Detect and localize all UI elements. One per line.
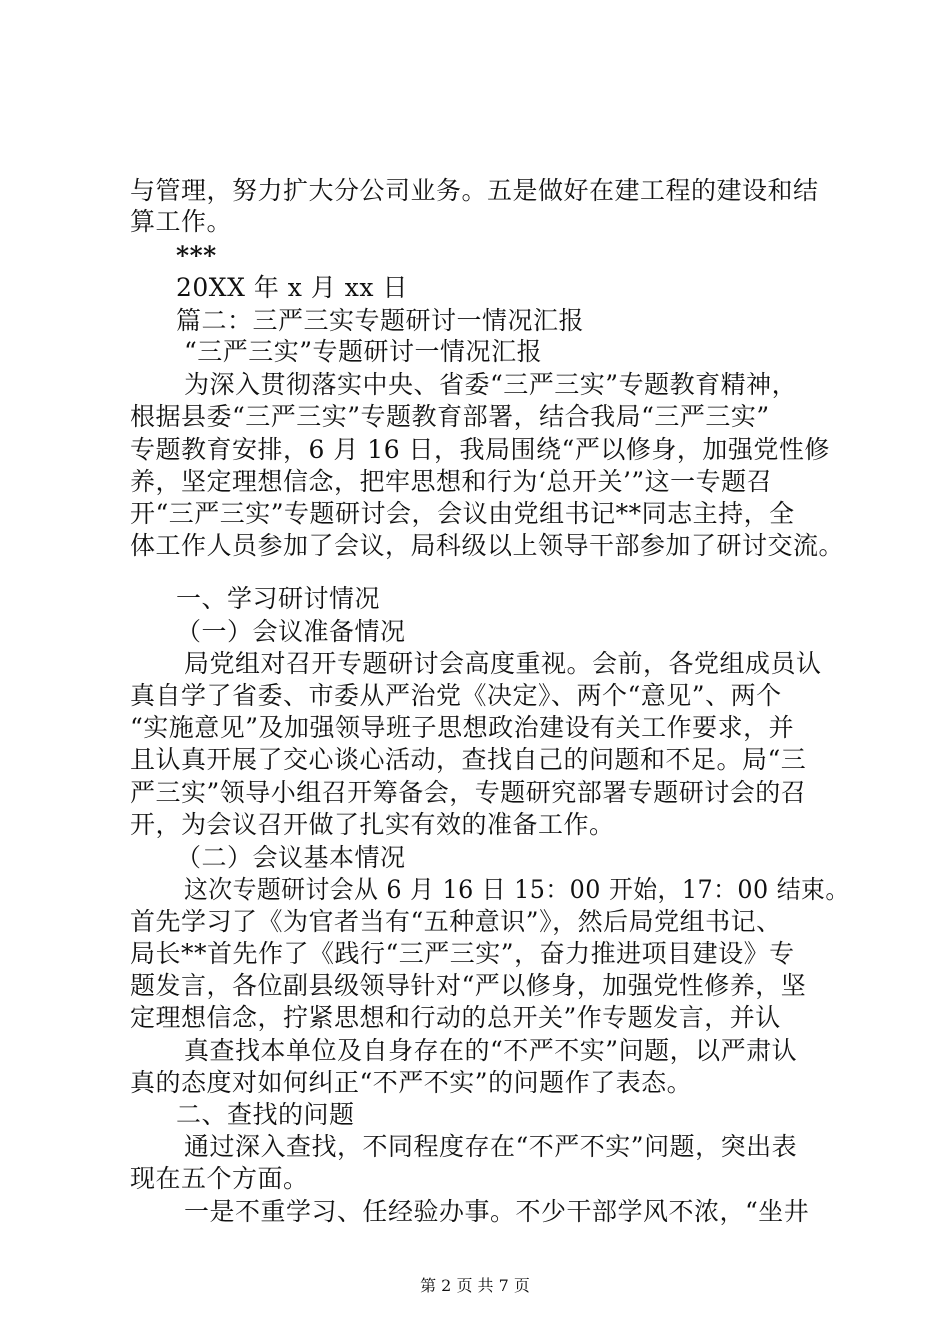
heading-1: 二、查找的问题 (176, 1100, 355, 1129)
text-line: 体工作人员参加了会议，局科级以上领导干部参加了研讨交流。 (130, 531, 845, 560)
text-line: 严三实”领导小组召开筹备会，专题研究部署专题研讨会的召 (130, 778, 807, 807)
text-line: 且认真开展了交心谈心活动，查找自己的问题和不足。局“三 (130, 745, 807, 774)
text-line: 一是不重学习、任经验办事。不少干部学风不浓，“坐井 (184, 1197, 810, 1226)
heading-1: 一、学习研讨情况 (176, 584, 381, 613)
text-line: 现在五个方面。 (130, 1164, 309, 1193)
text-line: 真查找本单位及自身存在的“不严不实”问题，以严肃认 (184, 1036, 798, 1065)
heading-2: （一）会议准备情况 (176, 617, 406, 646)
text-line: 局党组对召开专题研讨会高度重视。会前，各党组成员认 (184, 649, 822, 678)
text-line: 定理想信念，拧紧思想和行动的总开关”作专题发言，并认 (130, 1003, 781, 1032)
text-line: 题发言，各位副县级领导针对“严以修身，加强党性修养，坚 (130, 971, 807, 1000)
text-line: 与管理，努力扩大分公司业务。五是做好在建工程的建设和结 (130, 176, 819, 205)
text-line: 专题教育安排，6 月 16 日，我局围绕“严以修身，加强党性修 (130, 435, 830, 464)
text-line: 局长**首先作了《践行“三严三实”，奋力推进项目建设》专 (130, 939, 795, 968)
text-line: 开，为会议召开做了扎实有效的准备工作。 (130, 810, 615, 839)
text-line: 真自学了省委、市委从严治党《决定》、两个“意见”、两个 (130, 681, 782, 710)
text-line: 开“三严三实”专题研讨会，会议由党组书记**同志主持，全 (130, 499, 795, 528)
text-line: 根据县委“三严三实”专题教育部署，结合我局“三严三实” (130, 402, 770, 431)
text-line: 真的态度对如何纠正“不严不实”的问题作了表态。 (130, 1068, 693, 1097)
text-line: 养，坚定理想信念，把牢思想和行为‘总开关’”这一专题召 (130, 467, 773, 496)
page-number-footer: 第 2 页 共 7 页 (420, 1276, 530, 1295)
section-title: 篇二：三严三实专题研讨一情况汇报 (176, 306, 585, 335)
date-line: 20XX 年 x 月 xx 日 (176, 273, 408, 302)
text-line: 通过深入查找，不同程度存在“不严不实”问题，突出表 (184, 1132, 798, 1161)
text-line: 为深入贯彻落实中央、省委“三严三实”专题教育精神， (184, 370, 798, 399)
text-line: “实施意见”及加强领导班子思想政治建设有关工作要求，并 (130, 713, 795, 742)
heading-2: （二）会议基本情况 (176, 843, 406, 872)
text-line: 首先学习了《为官者当有“五种意识”》，然后局党组书记、 (130, 907, 782, 936)
report-title: “三严三实”专题研讨一情况汇报 (184, 337, 543, 366)
signature-mask: *** (176, 241, 217, 270)
text-line: 算工作。 (130, 207, 233, 236)
text-line: 这次专题研讨会从 6 月 16 日 15：00 开始，17：00 结束。 (184, 875, 850, 904)
